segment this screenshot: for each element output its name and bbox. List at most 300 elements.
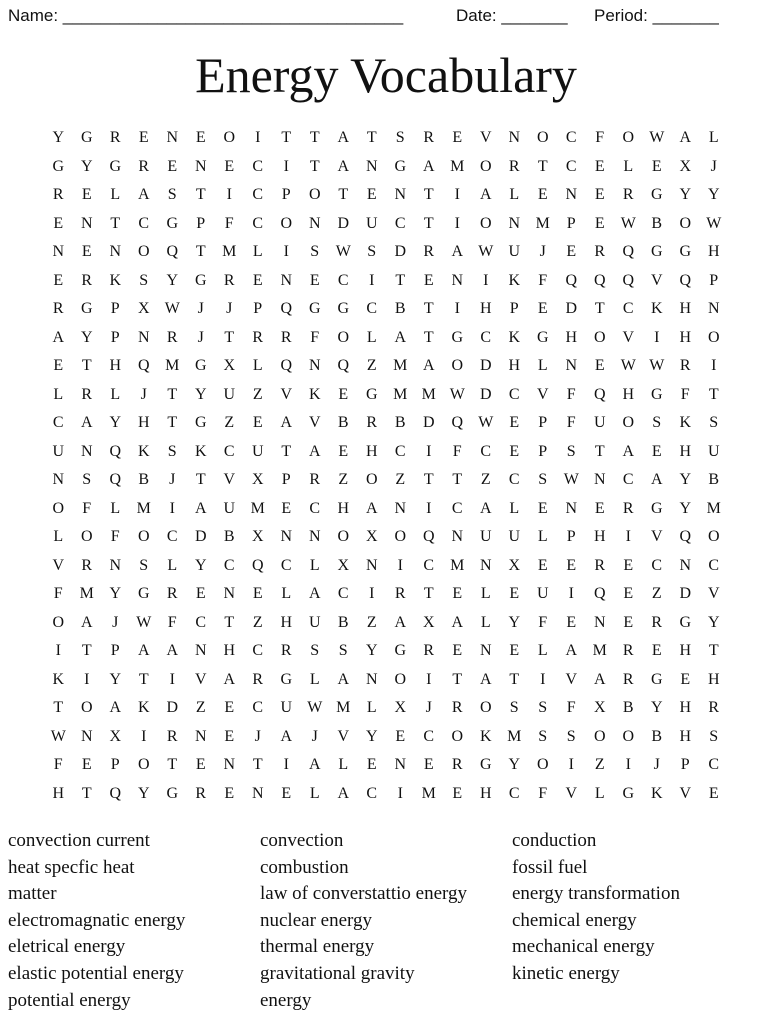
grid-letter[interactable]: U bbox=[536, 585, 549, 602]
grid-letter[interactable]: J bbox=[539, 243, 546, 260]
grid-letter[interactable]: H bbox=[223, 642, 236, 659]
grid-letter[interactable]: R bbox=[166, 585, 178, 602]
grid-letter[interactable]: H bbox=[52, 784, 65, 802]
grid-letter[interactable]: T bbox=[423, 214, 434, 232]
grid-letter[interactable]: F bbox=[110, 528, 120, 545]
grid-letter[interactable]: C bbox=[309, 499, 321, 517]
grid-letter[interactable]: I bbox=[369, 271, 375, 289]
grid-letter[interactable]: C bbox=[622, 471, 634, 488]
grid-letter[interactable]: N bbox=[593, 471, 606, 488]
grid-letter[interactable]: P bbox=[196, 214, 206, 232]
grid-letter[interactable]: P bbox=[509, 300, 519, 317]
grid-letter[interactable]: R bbox=[423, 129, 435, 146]
grid-letter[interactable]: T bbox=[452, 471, 463, 488]
grid-letter[interactable]: N bbox=[308, 214, 321, 232]
grid-letter[interactable]: X bbox=[365, 528, 378, 545]
grid-letter[interactable]: E bbox=[651, 157, 662, 175]
grid-letter[interactable]: G bbox=[280, 670, 293, 688]
grid-letter[interactable]: E bbox=[81, 186, 92, 203]
grid-letter[interactable]: C bbox=[451, 499, 463, 517]
grid-letter[interactable]: P bbox=[110, 328, 120, 346]
grid-letter[interactable]: D bbox=[394, 243, 407, 260]
grid-letter[interactable]: Y bbox=[679, 471, 692, 488]
grid-letter[interactable]: H bbox=[479, 300, 492, 317]
grid-letter[interactable]: N bbox=[280, 271, 293, 289]
grid-letter[interactable]: G bbox=[109, 157, 122, 175]
grid-letter[interactable]: P bbox=[680, 756, 690, 773]
grid-letter[interactable]: O bbox=[536, 756, 549, 773]
grid-letter[interactable]: C bbox=[480, 442, 492, 460]
grid-letter[interactable]: C bbox=[366, 784, 378, 802]
grid-letter[interactable]: R bbox=[81, 556, 93, 574]
grid-letter[interactable]: B bbox=[223, 528, 235, 545]
grid-letter[interactable]: O bbox=[707, 328, 720, 346]
grid-letter[interactable]: X bbox=[337, 556, 350, 574]
grid-letter[interactable]: B bbox=[651, 214, 663, 232]
grid-letter[interactable]: L bbox=[281, 585, 292, 602]
grid-letter[interactable]: E bbox=[623, 585, 634, 602]
grid-letter[interactable]: I bbox=[84, 670, 90, 688]
grid-letter[interactable]: M bbox=[136, 499, 151, 517]
grid-letter[interactable]: Q bbox=[166, 243, 179, 260]
grid-letter[interactable]: L bbox=[537, 528, 548, 545]
grid-letter[interactable]: G bbox=[80, 300, 93, 317]
grid-letter[interactable]: S bbox=[367, 243, 377, 260]
grid-letter[interactable]: A bbox=[337, 129, 350, 146]
grid-letter[interactable]: R bbox=[252, 328, 264, 346]
grid-letter[interactable]: V bbox=[679, 784, 692, 802]
grid-letter[interactable]: K bbox=[308, 385, 321, 403]
grid-letter[interactable]: N bbox=[137, 328, 150, 346]
grid-letter[interactable]: F bbox=[310, 328, 320, 346]
grid-letter[interactable]: D bbox=[166, 699, 179, 716]
grid-letter[interactable]: I bbox=[283, 756, 289, 773]
grid-letter[interactable]: D bbox=[565, 300, 578, 317]
grid-letter[interactable]: K bbox=[508, 328, 521, 346]
grid-letter[interactable]: P bbox=[281, 186, 291, 203]
grid-letter[interactable]: M bbox=[250, 499, 265, 517]
grid-letter[interactable]: M bbox=[336, 699, 351, 716]
grid-letter[interactable]: L bbox=[623, 157, 634, 175]
grid-letter[interactable]: R bbox=[309, 471, 321, 488]
grid-letter[interactable]: T bbox=[423, 300, 434, 317]
grid-letter[interactable]: O bbox=[80, 699, 93, 716]
grid-letter[interactable]: U bbox=[508, 243, 521, 260]
grid-letter[interactable]: L bbox=[252, 243, 263, 260]
grid-letter[interactable]: R bbox=[622, 670, 634, 688]
grid-letter[interactable]: H bbox=[679, 328, 692, 346]
grid-letter[interactable]: T bbox=[281, 129, 292, 146]
grid-letter[interactable]: S bbox=[538, 699, 548, 716]
grid-letter[interactable]: O bbox=[593, 328, 606, 346]
grid-letter[interactable]: Q bbox=[622, 271, 635, 289]
grid-letter[interactable]: T bbox=[309, 157, 320, 175]
grid-letter[interactable]: K bbox=[52, 670, 65, 688]
grid-letter[interactable]: Y bbox=[137, 784, 150, 802]
grid-letter[interactable]: F bbox=[538, 613, 548, 631]
grid-letter[interactable]: E bbox=[509, 414, 520, 431]
grid-letter[interactable]: J bbox=[425, 699, 432, 716]
grid-letter[interactable]: A bbox=[479, 670, 492, 688]
grid-letter[interactable]: O bbox=[622, 727, 635, 745]
grid-letter[interactable]: V bbox=[52, 556, 65, 574]
grid-letter[interactable]: T bbox=[81, 784, 92, 802]
grid-letter[interactable]: O bbox=[52, 613, 65, 631]
grid-letter[interactable]: A bbox=[650, 471, 663, 488]
grid-letter[interactable]: B bbox=[138, 471, 150, 488]
grid-letter[interactable]: Y bbox=[194, 556, 207, 574]
grid-letter[interactable]: T bbox=[708, 642, 719, 659]
grid-letter[interactable]: E bbox=[224, 699, 235, 716]
grid-letter[interactable]: S bbox=[566, 727, 576, 745]
grid-letter[interactable]: E bbox=[509, 442, 520, 460]
grid-letter[interactable]: C bbox=[366, 300, 378, 317]
grid-letter[interactable]: O bbox=[622, 414, 635, 431]
grid-letter[interactable]: R bbox=[166, 727, 178, 745]
grid-letter[interactable]: C bbox=[708, 556, 720, 574]
grid-letter[interactable]: Z bbox=[338, 471, 349, 488]
grid-letter[interactable]: M bbox=[393, 385, 408, 403]
grid-letter[interactable]: N bbox=[109, 556, 122, 574]
grid-letter[interactable]: H bbox=[679, 699, 692, 716]
grid-letter[interactable]: E bbox=[651, 642, 662, 659]
grid-letter[interactable]: A bbox=[80, 613, 93, 631]
grid-letter[interactable]: E bbox=[195, 756, 206, 773]
grid-letter[interactable]: T bbox=[110, 214, 121, 232]
grid-letter[interactable]: E bbox=[195, 129, 206, 146]
grid-letter[interactable]: C bbox=[622, 300, 634, 317]
grid-letter[interactable]: O bbox=[479, 214, 492, 232]
grid-letter[interactable]: N bbox=[365, 556, 378, 574]
grid-letter[interactable]: P bbox=[566, 214, 576, 232]
grid-letter[interactable]: Y bbox=[52, 129, 65, 146]
grid-letter[interactable]: J bbox=[140, 385, 147, 403]
grid-letter[interactable]: I bbox=[426, 499, 432, 517]
grid-letter[interactable]: J bbox=[710, 157, 717, 175]
grid-letter[interactable]: B bbox=[708, 471, 720, 488]
grid-letter[interactable]: G bbox=[679, 613, 692, 631]
grid-letter[interactable]: F bbox=[595, 129, 605, 146]
grid-letter[interactable]: C bbox=[337, 271, 349, 289]
grid-letter[interactable]: W bbox=[136, 613, 152, 631]
grid-letter[interactable]: F bbox=[53, 756, 63, 773]
grid-letter[interactable]: Z bbox=[594, 756, 605, 773]
grid-letter[interactable]: H bbox=[479, 784, 492, 802]
grid-letter[interactable]: V bbox=[650, 271, 663, 289]
grid-letter[interactable]: O bbox=[536, 129, 549, 146]
grid-letter[interactable]: I bbox=[397, 784, 403, 802]
grid-letter[interactable]: X bbox=[394, 699, 407, 716]
grid-letter[interactable]: Q bbox=[622, 243, 635, 260]
grid-letter[interactable]: N bbox=[80, 214, 93, 232]
grid-letter[interactable]: P bbox=[538, 442, 548, 460]
grid-letter[interactable]: V bbox=[337, 727, 350, 745]
grid-letter[interactable]: W bbox=[620, 357, 636, 374]
grid-letter[interactable]: M bbox=[450, 157, 465, 175]
grid-letter[interactable]: L bbox=[309, 556, 320, 574]
grid-letter[interactable]: G bbox=[166, 784, 179, 802]
grid-letter[interactable]: M bbox=[165, 357, 180, 374]
grid-letter[interactable]: R bbox=[622, 499, 634, 517]
grid-letter[interactable]: Y bbox=[80, 157, 93, 175]
grid-letter[interactable]: T bbox=[167, 414, 178, 431]
grid-letter[interactable]: E bbox=[81, 756, 92, 773]
grid-letter[interactable]: A bbox=[137, 186, 150, 203]
grid-letter[interactable]: M bbox=[507, 727, 522, 745]
grid-letter[interactable]: E bbox=[537, 300, 548, 317]
grid-letter[interactable]: A bbox=[394, 613, 407, 631]
grid-letter[interactable]: K bbox=[109, 271, 122, 289]
grid-letter[interactable]: T bbox=[224, 613, 235, 631]
grid-letter[interactable]: C bbox=[138, 214, 150, 232]
grid-letter[interactable]: F bbox=[566, 385, 576, 403]
grid-letter[interactable]: V bbox=[223, 471, 236, 488]
grid-letter[interactable]: H bbox=[137, 414, 150, 431]
grid-letter[interactable]: S bbox=[82, 471, 92, 488]
grid-letter[interactable]: C bbox=[252, 186, 264, 203]
grid-letter[interactable]: E bbox=[680, 670, 691, 688]
grid-letter[interactable]: G bbox=[622, 784, 635, 802]
grid-letter[interactable]: Q bbox=[422, 528, 435, 545]
grid-letter[interactable]: H bbox=[365, 442, 378, 460]
grid-letter[interactable]: H bbox=[337, 499, 350, 517]
grid-letter[interactable]: G bbox=[679, 243, 692, 260]
grid-letter[interactable]: E bbox=[338, 385, 349, 403]
grid-letter[interactable]: E bbox=[81, 243, 92, 260]
grid-letter[interactable]: M bbox=[421, 784, 436, 802]
grid-letter[interactable]: G bbox=[194, 414, 207, 431]
grid-letter[interactable]: C bbox=[565, 157, 577, 175]
grid-letter[interactable]: Z bbox=[480, 471, 491, 488]
grid-letter[interactable]: P bbox=[110, 642, 120, 659]
grid-letter[interactable]: F bbox=[167, 613, 177, 631]
grid-letter[interactable]: M bbox=[592, 642, 607, 659]
grid-letter[interactable]: E bbox=[395, 727, 406, 745]
grid-letter[interactable]: I bbox=[255, 129, 261, 146]
grid-letter[interactable]: P bbox=[709, 271, 719, 289]
grid-letter[interactable]: X bbox=[679, 157, 692, 175]
grid-letter[interactable]: A bbox=[337, 157, 350, 175]
grid-letter[interactable]: Y bbox=[707, 613, 720, 631]
grid-letter[interactable]: A bbox=[479, 499, 492, 517]
grid-letter[interactable]: E bbox=[423, 271, 434, 289]
grid-letter[interactable]: O bbox=[479, 699, 492, 716]
grid-letter[interactable]: I bbox=[283, 157, 289, 175]
grid-letter[interactable]: E bbox=[252, 271, 263, 289]
grid-letter[interactable]: L bbox=[53, 528, 64, 545]
grid-letter[interactable]: A bbox=[337, 784, 350, 802]
grid-letter[interactable]: N bbox=[80, 442, 93, 460]
grid-letter[interactable]: K bbox=[650, 300, 663, 317]
grid-letter[interactable]: O bbox=[308, 186, 321, 203]
grid-letter[interactable]: N bbox=[394, 499, 407, 517]
grid-letter[interactable]: E bbox=[252, 585, 263, 602]
grid-letter[interactable]: S bbox=[538, 471, 548, 488]
grid-letter[interactable]: B bbox=[394, 300, 406, 317]
grid-letter[interactable]: K bbox=[508, 271, 521, 289]
grid-letter[interactable]: G bbox=[194, 357, 207, 374]
grid-letter[interactable]: A bbox=[451, 243, 464, 260]
grid-letter[interactable]: O bbox=[679, 214, 692, 232]
grid-letter[interactable]: N bbox=[194, 157, 207, 175]
grid-letter[interactable]: O bbox=[280, 214, 293, 232]
grid-letter[interactable]: F bbox=[82, 499, 92, 517]
grid-letter[interactable]: Y bbox=[707, 186, 720, 203]
grid-letter[interactable]: Z bbox=[395, 471, 406, 488]
grid-letter[interactable]: Y bbox=[650, 699, 663, 716]
grid-letter[interactable]: S bbox=[167, 442, 177, 460]
grid-letter[interactable]: N bbox=[479, 556, 492, 574]
grid-letter[interactable]: O bbox=[451, 727, 464, 745]
grid-letter[interactable]: U bbox=[479, 528, 492, 545]
grid-letter[interactable]: C bbox=[651, 556, 663, 574]
grid-letter[interactable]: V bbox=[707, 585, 720, 602]
grid-letter[interactable]: Q bbox=[280, 300, 293, 317]
grid-letter[interactable]: U bbox=[52, 442, 65, 460]
grid-letter[interactable]: R bbox=[52, 186, 64, 203]
grid-letter[interactable]: C bbox=[394, 442, 406, 460]
grid-letter[interactable]: O bbox=[394, 528, 407, 545]
grid-letter[interactable]: V bbox=[536, 385, 549, 403]
grid-letter[interactable]: R bbox=[594, 556, 606, 574]
grid-letter[interactable]: F bbox=[566, 414, 576, 431]
grid-letter[interactable]: C bbox=[423, 556, 435, 574]
grid-letter[interactable]: S bbox=[310, 642, 320, 659]
grid-letter[interactable]: O bbox=[137, 528, 150, 545]
grid-letter[interactable]: B bbox=[337, 613, 349, 631]
grid-letter[interactable]: R bbox=[508, 157, 520, 175]
grid-letter[interactable]: E bbox=[509, 585, 520, 602]
grid-letter[interactable]: U bbox=[593, 414, 606, 431]
grid-letter[interactable]: J bbox=[197, 328, 204, 346]
grid-letter[interactable]: R bbox=[594, 243, 606, 260]
grid-letter[interactable]: E bbox=[338, 442, 349, 460]
grid-letter[interactable]: Q bbox=[451, 414, 464, 431]
grid-letter[interactable]: Z bbox=[252, 613, 263, 631]
grid-letter[interactable]: N bbox=[565, 499, 578, 517]
grid-letter[interactable]: Y bbox=[679, 499, 692, 517]
grid-letter[interactable]: O bbox=[451, 357, 464, 374]
grid-letter[interactable]: C bbox=[252, 642, 264, 659]
grid-letter[interactable]: C bbox=[565, 129, 577, 146]
grid-letter[interactable]: T bbox=[195, 471, 206, 488]
grid-letter[interactable]: C bbox=[223, 442, 235, 460]
grid-letter[interactable]: W bbox=[449, 385, 465, 403]
grid-letter[interactable]: C bbox=[252, 157, 264, 175]
grid-letter[interactable]: Q bbox=[109, 471, 122, 488]
grid-letter[interactable]: S bbox=[310, 243, 320, 260]
grid-letter[interactable]: P bbox=[281, 471, 291, 488]
grid-letter[interactable]: C bbox=[508, 385, 520, 403]
grid-letter[interactable]: Y bbox=[508, 613, 521, 631]
grid-letter[interactable]: X bbox=[593, 699, 606, 716]
grid-letter[interactable]: V bbox=[565, 670, 578, 688]
grid-letter[interactable]: T bbox=[395, 271, 406, 289]
grid-letter[interactable]: L bbox=[110, 385, 121, 403]
grid-letter[interactable]: A bbox=[137, 642, 150, 659]
grid-letter[interactable]: N bbox=[565, 186, 578, 203]
grid-letter[interactable]: L bbox=[53, 385, 64, 403]
grid-letter[interactable]: A bbox=[422, 357, 435, 374]
grid-letter[interactable]: R bbox=[423, 243, 435, 260]
grid-letter[interactable]: V bbox=[194, 670, 207, 688]
grid-letter[interactable]: N bbox=[679, 556, 692, 574]
grid-letter[interactable]: G bbox=[650, 499, 663, 517]
grid-letter[interactable]: N bbox=[508, 214, 521, 232]
grid-letter[interactable]: E bbox=[623, 556, 634, 574]
grid-letter[interactable]: A bbox=[451, 613, 464, 631]
grid-letter[interactable]: S bbox=[709, 727, 719, 745]
grid-letter[interactable]: E bbox=[537, 186, 548, 203]
grid-letter[interactable]: L bbox=[110, 499, 121, 517]
grid-letter[interactable]: B bbox=[337, 414, 349, 431]
grid-letter[interactable]: I bbox=[568, 585, 574, 602]
grid-letter[interactable]: T bbox=[423, 471, 434, 488]
grid-letter[interactable]: E bbox=[281, 499, 292, 517]
grid-letter[interactable]: V bbox=[479, 129, 492, 146]
grid-letter[interactable]: J bbox=[169, 471, 176, 488]
grid-letter[interactable]: N bbox=[451, 271, 464, 289]
grid-letter[interactable]: U bbox=[707, 442, 720, 460]
grid-letter[interactable]: L bbox=[110, 186, 121, 203]
grid-letter[interactable]: E bbox=[452, 585, 463, 602]
grid-letter[interactable]: T bbox=[195, 243, 206, 260]
grid-letter[interactable]: G bbox=[365, 385, 378, 403]
grid-letter[interactable]: B bbox=[622, 699, 634, 716]
grid-letter[interactable]: H bbox=[622, 385, 635, 403]
grid-letter[interactable]: L bbox=[480, 585, 491, 602]
grid-letter[interactable]: C bbox=[223, 556, 235, 574]
grid-letter[interactable]: E bbox=[452, 642, 463, 659]
grid-letter[interactable]: G bbox=[650, 186, 663, 203]
grid-letter[interactable]: U bbox=[223, 385, 236, 403]
grid-letter[interactable]: N bbox=[308, 528, 321, 545]
grid-letter[interactable]: C bbox=[508, 784, 520, 802]
grid-letter[interactable]: Q bbox=[109, 442, 122, 460]
grid-letter[interactable]: A bbox=[308, 442, 321, 460]
grid-letter[interactable]: L bbox=[366, 699, 377, 716]
grid-letter[interactable]: U bbox=[223, 499, 236, 517]
grid-letter[interactable]: E bbox=[537, 556, 548, 574]
grid-letter[interactable]: O bbox=[80, 528, 93, 545]
grid-letter[interactable]: N bbox=[308, 357, 321, 374]
grid-letter[interactable]: R bbox=[109, 129, 121, 146]
grid-letter[interactable]: J bbox=[226, 300, 233, 317]
grid-letter[interactable]: F bbox=[224, 214, 234, 232]
grid-letter[interactable]: O bbox=[137, 243, 150, 260]
grid-letter[interactable]: K bbox=[137, 699, 150, 716]
grid-letter[interactable]: Y bbox=[109, 585, 122, 602]
grid-letter[interactable]: Q bbox=[137, 357, 150, 374]
grid-letter[interactable]: B bbox=[651, 727, 663, 745]
grid-letter[interactable]: I bbox=[625, 756, 631, 773]
grid-letter[interactable]: Q bbox=[593, 385, 606, 403]
grid-letter[interactable]: C bbox=[423, 727, 435, 745]
grid-letter[interactable]: S bbox=[338, 642, 348, 659]
grid-letter[interactable]: A bbox=[337, 670, 350, 688]
grid-letter[interactable]: Z bbox=[252, 385, 263, 403]
grid-letter[interactable]: A bbox=[394, 328, 407, 346]
grid-letter[interactable]: G bbox=[650, 670, 663, 688]
grid-letter[interactable]: J bbox=[311, 727, 318, 745]
grid-letter[interactable]: R bbox=[451, 756, 463, 773]
grid-letter[interactable]: A bbox=[109, 699, 122, 716]
grid-letter[interactable]: S bbox=[709, 414, 719, 431]
grid-letter[interactable]: T bbox=[423, 186, 434, 203]
grid-letter[interactable]: A bbox=[280, 414, 293, 431]
grid-letter[interactable]: T bbox=[281, 442, 292, 460]
grid-letter[interactable]: N bbox=[565, 357, 578, 374]
